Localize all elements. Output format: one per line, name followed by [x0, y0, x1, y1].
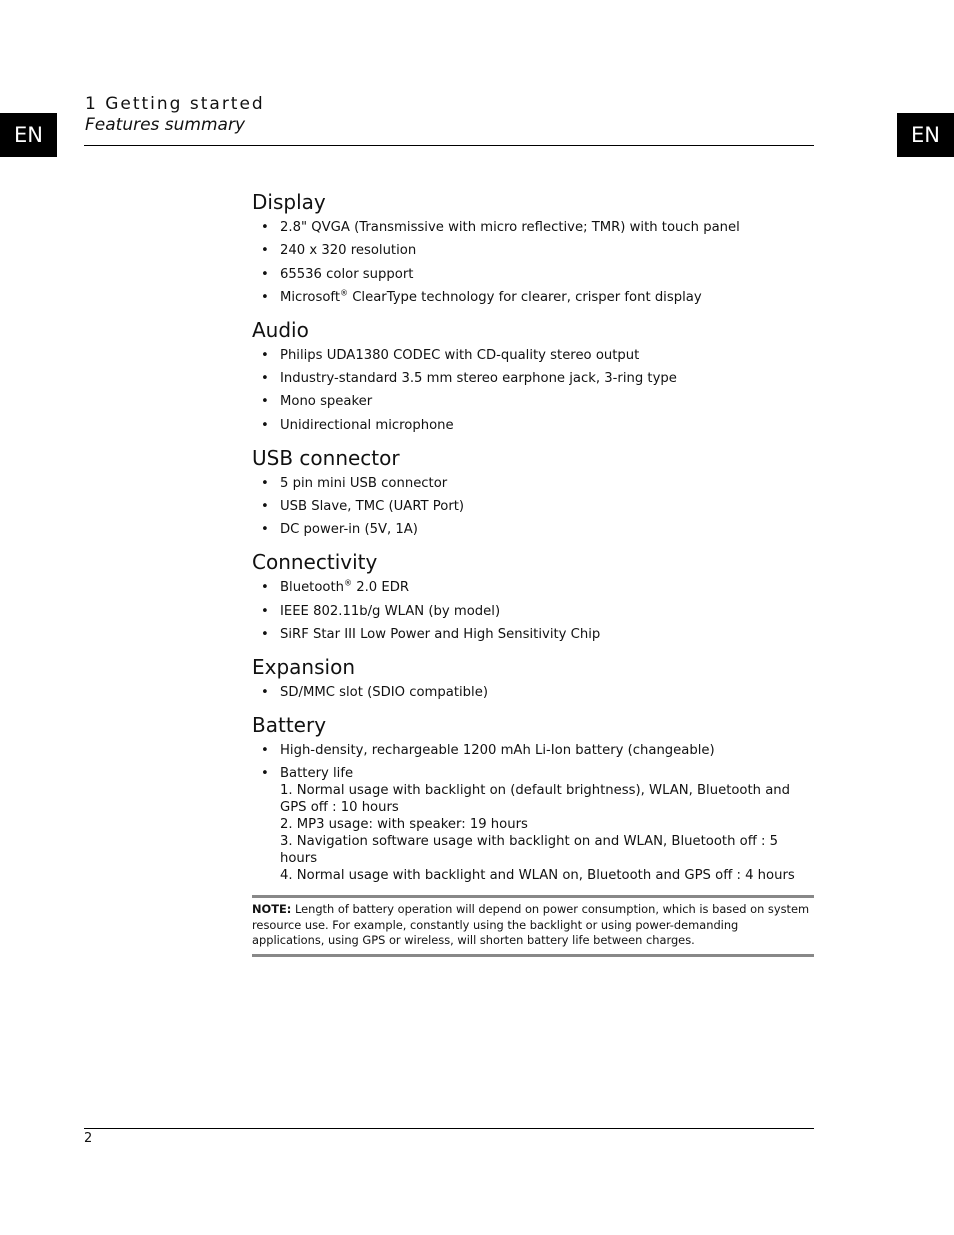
item-text: Battery life: [280, 766, 354, 782]
list-item: [252, 417, 814, 434]
feature-list: [252, 684, 814, 701]
list-item: [252, 579, 814, 596]
feature-section: [252, 712, 814, 884]
bullet-icon: •: [261, 522, 269, 538]
feature-list: [252, 742, 814, 884]
item-text: SiRF Star III Low Power and High Sensitivity Chip: [280, 626, 601, 642]
item-text: Bluetooth: [280, 580, 345, 596]
section-title: Audio: [252, 317, 309, 342]
note-label: NOTE:: [252, 902, 292, 917]
note-text: Length of battery operation will depend on power consumption, which is based on system resource use. For example, constantly using the backlight or using power-demanding applications, using GPS or wireless, will shorten battery life between charges.: [252, 902, 810, 948]
item-subline: 4. Normal usage with backlight and WLAN on, Bluetooth and GPS off : 4 hours: [280, 868, 795, 884]
bullet-icon: •: [261, 684, 269, 700]
item-subline: 1. Normal usage with backlight on (default brightness), WLAN, Bluetooth and GPS off : 10 hours: [280, 783, 791, 816]
language-tab-right: EN: [897, 113, 954, 157]
section-title: Connectivity: [252, 550, 378, 575]
feature-list: [252, 347, 814, 434]
feature-sections: [252, 189, 814, 884]
item-subline: 2. MP3 usage: with speaker: 19 hours: [280, 817, 528, 833]
bullet-icon: •: [261, 475, 269, 491]
item-text: DC power-in (5V, 1A): [280, 522, 418, 538]
list-item: [252, 521, 814, 538]
list-item: [252, 498, 814, 515]
list-item: [252, 242, 814, 259]
item-text: 65536 color support: [280, 266, 414, 282]
chapter-heading: 1 Getting started: [85, 94, 265, 114]
feature-list: [252, 219, 814, 306]
item-text: High-density, rechargeable 1200 mAh Li-Ion battery (changeable): [280, 742, 715, 758]
item-text: 5 pin mini USB connector: [280, 475, 448, 491]
list-item: [252, 289, 814, 306]
bullet-icon: •: [261, 371, 269, 387]
main-content: [252, 189, 814, 957]
registered-mark: ®: [340, 288, 349, 298]
item-text: 240 x 320 resolution: [280, 243, 417, 259]
list-item: [252, 626, 814, 643]
item-text: SD/MMC slot (SDIO compatible): [280, 684, 488, 700]
bullet-icon: •: [261, 766, 269, 782]
bullet-icon: •: [261, 243, 269, 259]
feature-section: [252, 549, 814, 643]
list-item: [252, 393, 814, 410]
bullet-icon: •: [261, 499, 269, 515]
list-item: [252, 219, 814, 236]
item-subline: 3. Navigation software usage with backlight on and WLAN, Bluetooth off : 5 hours: [280, 834, 778, 867]
feature-section: [252, 445, 814, 539]
item-text: Unidirectional microphone: [280, 417, 454, 433]
bullet-icon: •: [261, 742, 269, 758]
list-item: [252, 347, 814, 364]
bullet-icon: •: [261, 580, 269, 596]
section-subtitle: Features summary: [85, 115, 246, 135]
list-item: [252, 684, 814, 701]
header-divider: [84, 145, 814, 146]
item-text: Mono speaker: [280, 394, 373, 410]
item-text: IEEE 802.11b/g WLAN (by model): [280, 603, 501, 619]
bullet-icon: •: [261, 220, 269, 235]
list-item: [252, 742, 814, 759]
section-title: Display: [252, 190, 326, 214]
item-text: Philips UDA1380 CODEC with CD-quality stereo output: [280, 347, 640, 363]
list-item: [252, 475, 814, 492]
feature-section: [252, 317, 814, 434]
registered-mark: ®: [344, 578, 353, 588]
bullet-icon: •: [261, 626, 269, 642]
feature-section: [252, 654, 814, 701]
bullet-icon: •: [261, 347, 269, 363]
note-box: [252, 895, 814, 957]
item-text: Microsoft: [280, 289, 341, 305]
bullet-icon: •: [261, 289, 269, 305]
item-text: USB Slave, TMC (UART Port): [280, 499, 465, 515]
item-text: Industry-standard 3.5 mm stereo earphone jack, 3-ring type: [280, 371, 677, 387]
bullet-icon: •: [261, 266, 269, 282]
page-number: 2: [84, 1131, 93, 1146]
section-title: Expansion: [252, 654, 355, 679]
item-text: 2.8" QVGA (Transmissive with micro reflective; TMR) with touch panel: [280, 220, 740, 235]
footer-divider: [84, 1128, 814, 1129]
bullet-icon: •: [261, 603, 269, 619]
list-item: [252, 370, 814, 387]
feature-list: [252, 475, 814, 539]
list-item: [252, 603, 814, 620]
feature-list: [252, 579, 814, 643]
bullet-icon: •: [261, 394, 269, 410]
language-tab-left: EN: [0, 113, 57, 157]
feature-section: [252, 189, 814, 306]
bullet-icon: •: [261, 417, 269, 433]
list-item: [252, 765, 814, 884]
item-text: ClearType technology for clearer, crisper font display: [348, 289, 702, 305]
list-item: [252, 266, 814, 283]
item-text: 2.0 EDR: [352, 580, 410, 596]
section-title: USB connector: [252, 445, 400, 470]
section-title: Battery: [252, 712, 327, 737]
